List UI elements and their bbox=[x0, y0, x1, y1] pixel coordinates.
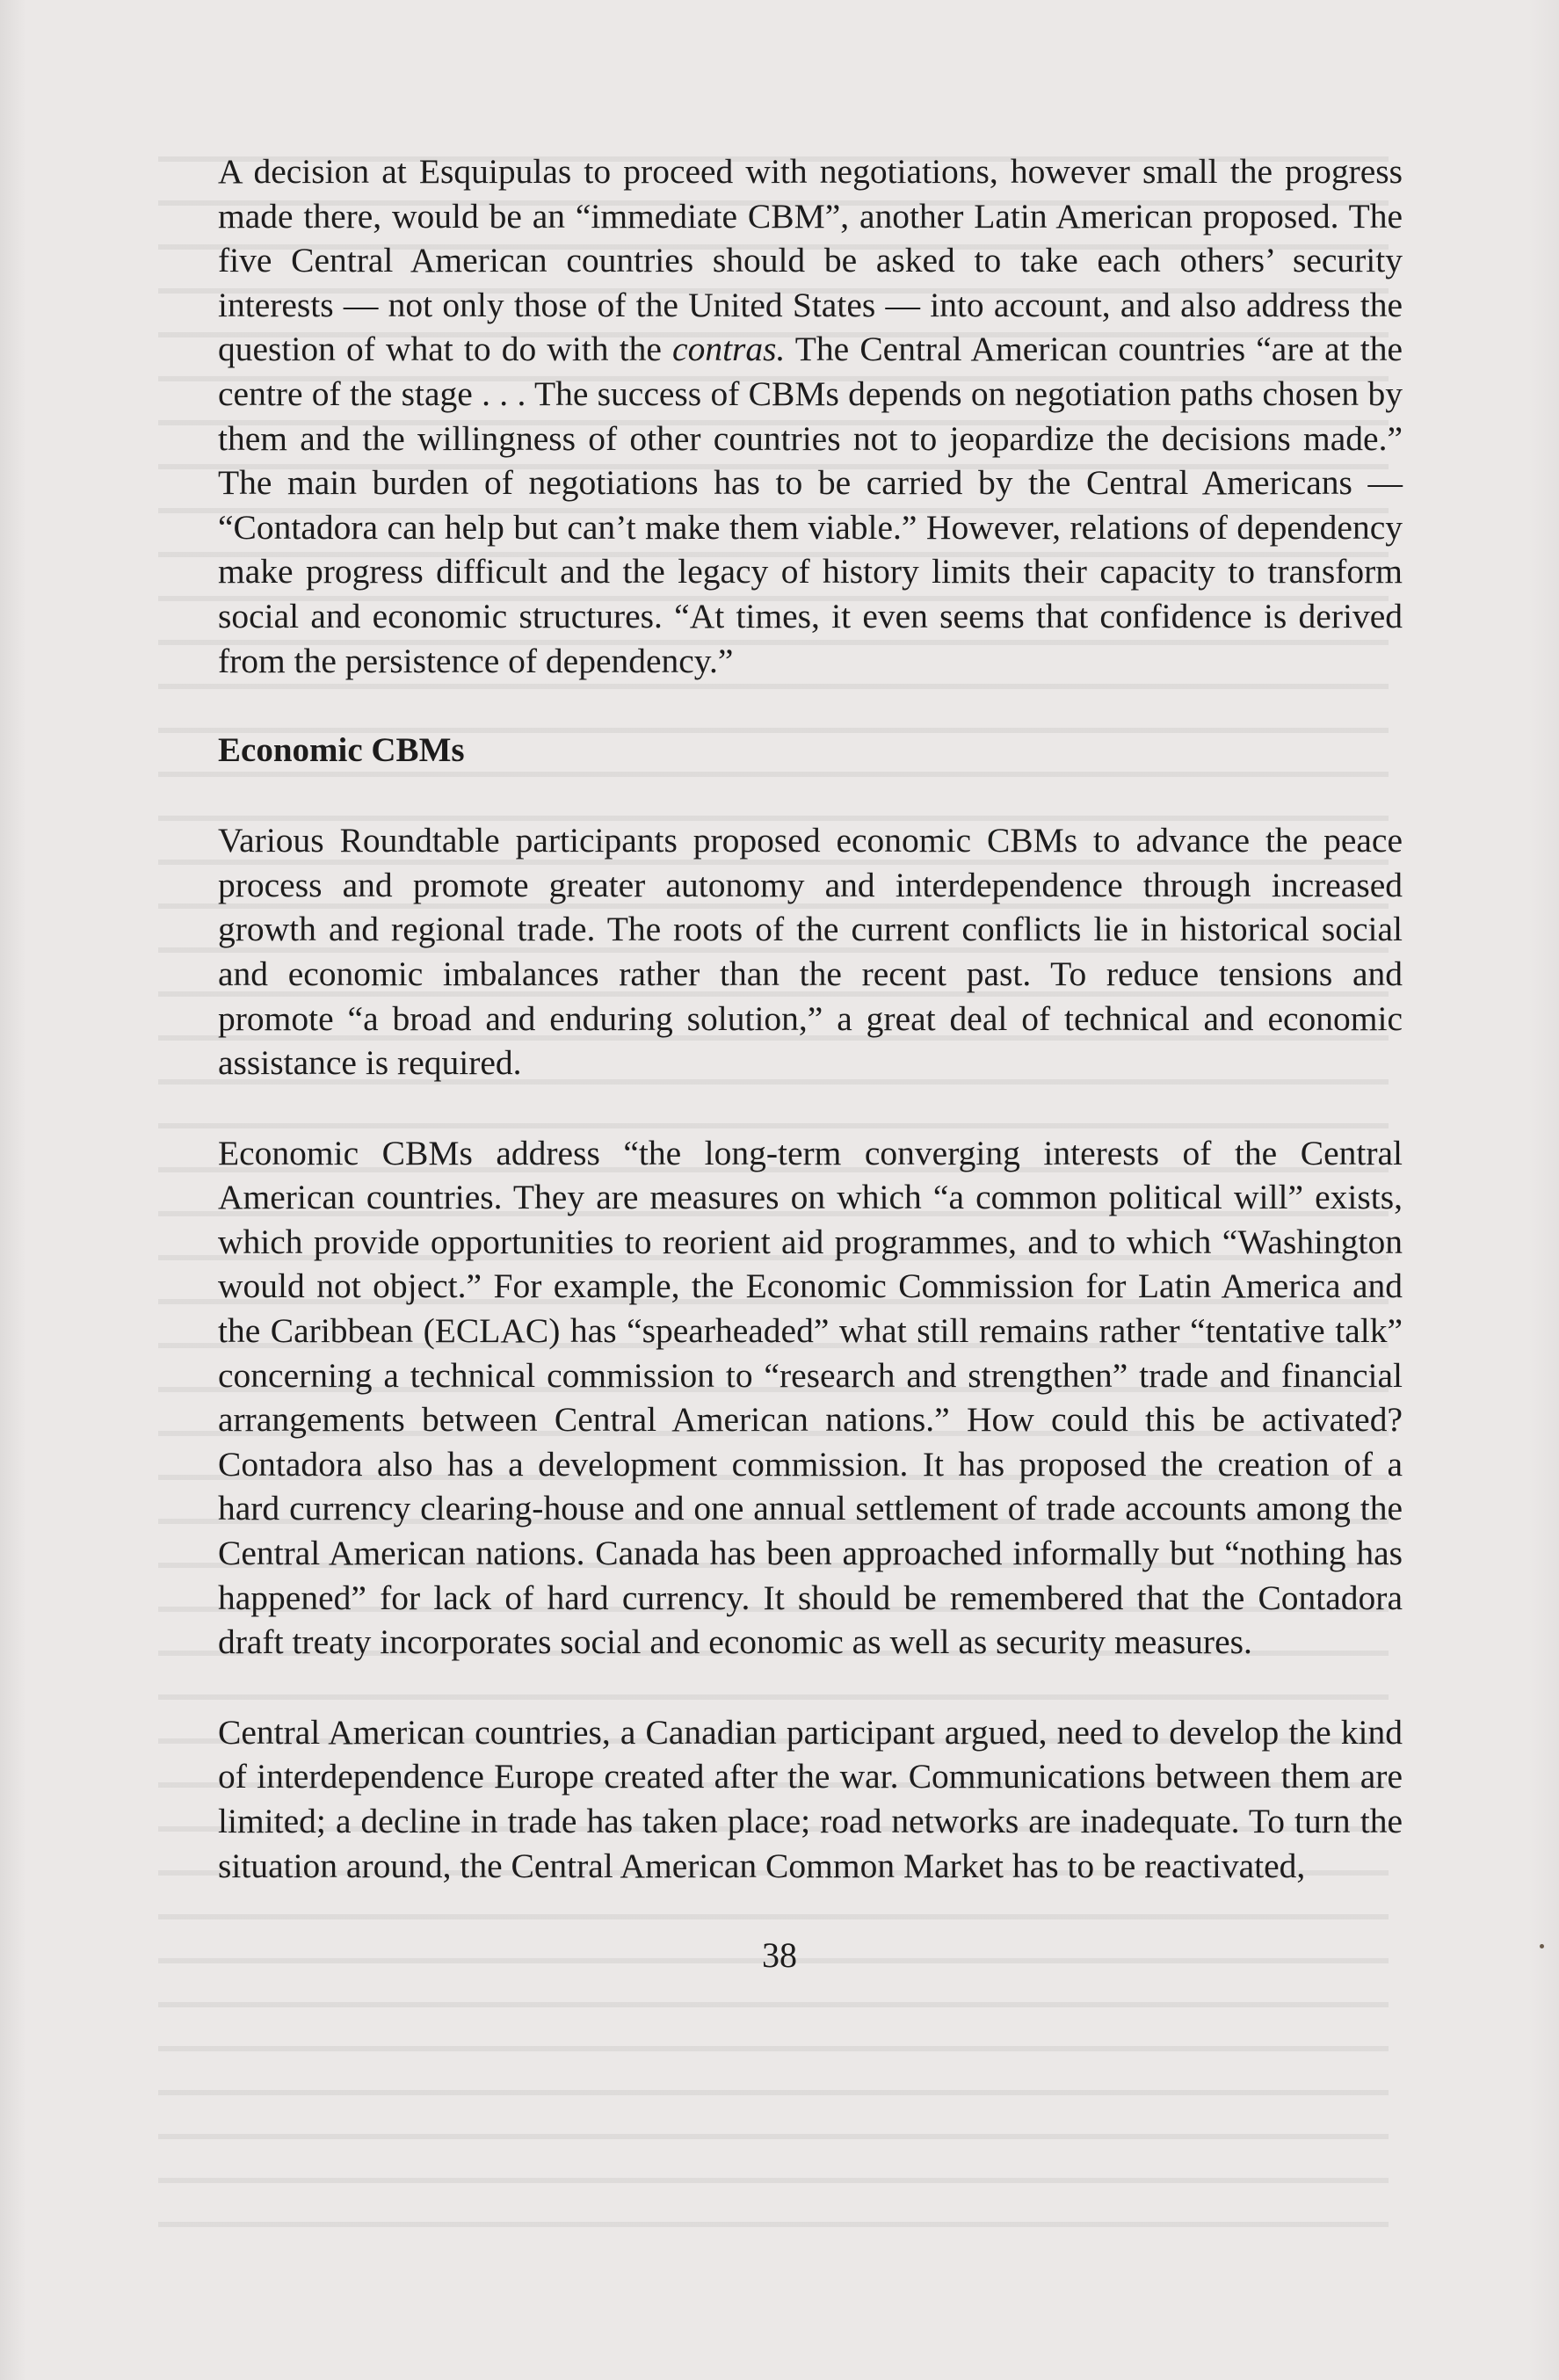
paragraph-intro-part-1: A decision at Esquipulas to proceed with negotiations, however small the progress made there, would be an “immediate CBM”, another Latin American proposed. The five Central American countries should be asked to take each others’ security interests — not only those of the United States — into account, and also address the question of what to do with the bbox=[218, 152, 1403, 369]
paragraph-intro-italic-contras: contras. bbox=[672, 330, 786, 369]
paper-speck bbox=[1540, 1944, 1544, 1948]
document-body bbox=[218, 149, 1403, 1888]
section-heading: Economic CBMs bbox=[218, 731, 465, 770]
paragraph-converging-interests: Economic CBMs address “the long-term converging interests of the Central American countries. They are measures on which “a common political will” exists, which provide opportunities to reorient aid programmes, and to which “Washington would not object.” For example, the Economic Commission for Latin America and the Caribbean (ECLAC) has “spearheaded” what still remains rather “tentative talk” concerning a technical commission to “research and strengthen” trade and financial arrangements between Central American nations.” How could this be activated? Contadora also has a development commission. It has proposed the creation of a hard currency clearing-house and one annual settlement of trade accounts among the Central American nations. Canada has been approached informally but “nothing has happened” for lack of hard currency. It should be remembered that the Contadora draft treaty incorporates social and economic as well as security measures. bbox=[218, 1133, 1403, 1662]
page-number: 38 bbox=[762, 1935, 797, 1975]
paragraph-economic-cbms: Various Roundtable participants proposed economic CBMs to advance the peace process and promote greater autonomy and interdependence through increased growth and regional trade. The roots of the current conflicts lie in historical social and economic imbalances rather than the recent past. To reduce tensions and promote “a broad and enduring solution,” a great deal of technical and economic assistance is required. bbox=[218, 821, 1403, 1083]
paragraph-intro bbox=[218, 149, 1403, 683]
paragraph-intro-part-3: The Central American countries “are at the centre of the stage . . . The success of CBMs depends on negotiation paths chosen by them and the willingness of other countries not to jeopardize the decisions made.” The main burden of negotiations has to be carried by the Central Americans — “Contadora can help but can’t make them viable.” However, relations of dependency make progress difficult and the legacy of history limits their capacity to transform social and economic structures. “At times, it even seems that confidence is derived from the persistence of dependency.” bbox=[218, 330, 1403, 680]
paragraph-interdependence: Central American countries, a Canadian participant argued, need to develop the kind of interdependence Europe created after the war. Communications between them are limited; a decline in trade has taken place; road networks are inadequate. To turn the situation around, the Central American Common Market has to be reactivated, bbox=[218, 1712, 1403, 1885]
